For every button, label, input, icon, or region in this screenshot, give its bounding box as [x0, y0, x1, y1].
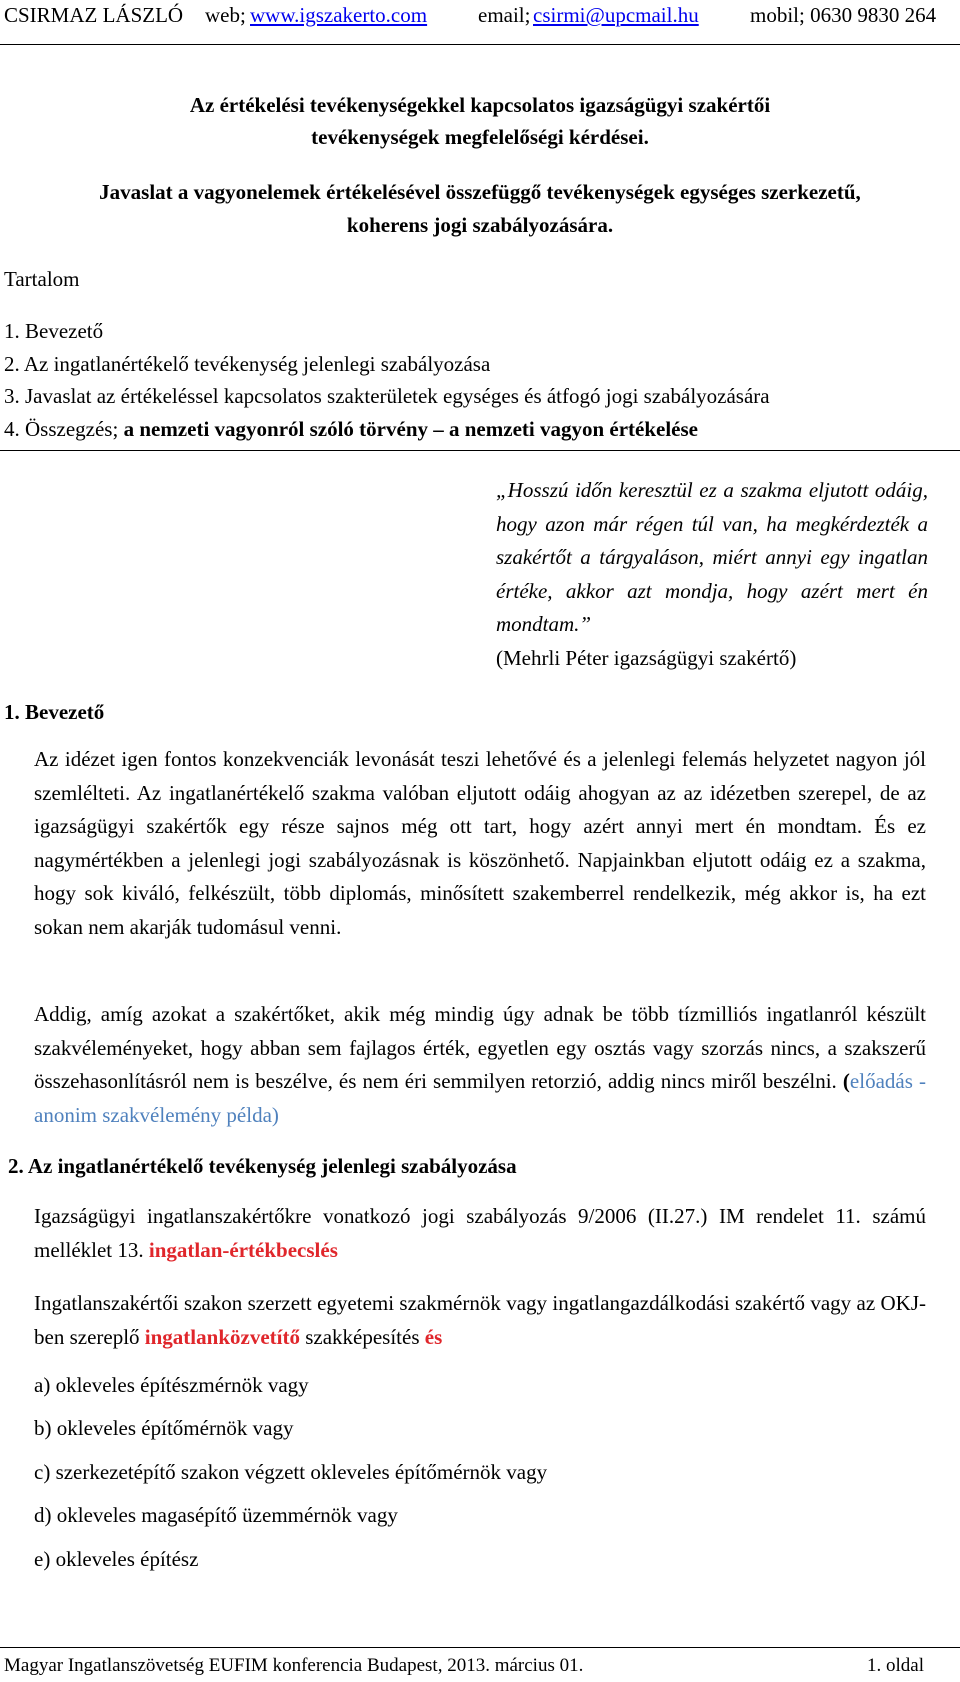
epigraph-quote: [496, 474, 928, 675]
web-label: web;: [205, 3, 246, 27]
qualification-text-mid: szakképesítés: [299, 1324, 425, 1349]
quote-attribution: (Mehrli Péter igazságügyi szakértő): [496, 645, 797, 670]
list-item-c: c) szerkezetépítő szakon végzett okleveles építőmérnök vagy: [34, 1460, 548, 1484]
highlight-and: és: [424, 1324, 443, 1349]
section-1-paragraph-1: Az idézet igen fontos konzekvenciák levonását teszi lehetővé és a jelenlegi felemás helyzetet nagyon jól szemlélteti. Az ingatlanértékelő szakma valóban eljutott odáig ahogyan az az idézetben szerepel, de az igazságügyi szakértők egy része sajnos még ott tart, hogy azért annyi mert én mondtam. És ez nagymértékben a jelenlegi jogi szabályozásnak is köszönhető. Napjainkban eljutott odáig ez a szakma, hogy sok kiváló, felkészült, több diplomás, minősített szakemberrel rendelkezik, még akkor is, ha ezt sokan nem akarják tudomásul venni.: [34, 747, 926, 939]
qualification-text: Ingatlanszakértői szakon szerzett egyetemi szakmérnök vagy ingatlangazdálkodási szakértő vagy az OKJ-ben szereplő: [34, 1291, 926, 1349]
list-item-d: d) okleveles magasépítő üzemmérnök vagy: [34, 1503, 398, 1527]
toc-item-2[interactable]: 2. Az ingatlanértékelő tevékenység jelenlegi szabályozása: [4, 352, 491, 376]
toc-item-3[interactable]: 3. Javaslat az értékeléssel kapcsolatos szakterületek egységes és átfogó jogi szabályozására: [4, 384, 770, 408]
email-link[interactable]: csirmi@upcmail.hu: [533, 3, 699, 27]
subtitle-line-2: koherens jogi szabályozására.: [346, 213, 614, 237]
paragraph-2-text: Addig, amíg azokat a szakértőket, akik még mindig úgy adnak be több tízmilliós ingatlanról készült szakvéleményeket, hogy abban sem fajlagos érték, egyetlen egy osztás vagy szorzás nincs, a szakszerű összehasonlításról nem is beszélve, és nem éri semmilyen retorzió, addig nincs miről beszélni.: [34, 1002, 926, 1093]
quote-text: „Hosszú időn keresztül ez a szakma eljutott odáig, hogy azon már régen túl van, ha megkérdezték a szakértőt a tárgyaláson, miért annyi egy ingatlan értéke, akkor azt mondja, hogy azért mert én mondtam.”: [496, 478, 928, 636]
footer-conference: Magyar Ingatlanszövetség EUFIM konferencia Budapest, 2013. március 01.: [4, 1655, 584, 1676]
page-number: 1. oldal: [867, 1655, 924, 1676]
header-divider: [0, 44, 960, 45]
toc-item-1[interactable]: 1. Bevezető: [4, 319, 104, 343]
section-1-heading: 1. Bevezető: [4, 700, 105, 724]
section-2-heading: 2. Az ingatlanértékelő tevékenység jelenlegi szabályozása: [8, 1154, 517, 1178]
presentation-example-note: előadás - anonim szakvélemény példa): [34, 1069, 926, 1127]
section-2-paragraph-1: [34, 1200, 926, 1267]
highlight-real-estate-agent: ingatlanközvetítő: [144, 1324, 300, 1349]
list-item-a: a) okleveles építészmérnök vagy: [34, 1373, 309, 1397]
toc-item-4[interactable]: [4, 414, 698, 444]
website-link[interactable]: www.igszakerto.com: [250, 3, 428, 27]
note-open-paren: (: [842, 1069, 850, 1093]
email-label: email;: [478, 3, 531, 27]
page-footer: [4, 1652, 924, 1680]
list-item-b: b) okleveles építőmérnök vagy: [34, 1416, 294, 1440]
section-2-paragraph-2: [34, 1287, 926, 1354]
author-name: CSIRMAZ LÁSZLÓ: [4, 3, 184, 27]
mobile-number: mobil; 0630 9830 264: [750, 3, 937, 27]
toc-heading: Tartalom: [4, 267, 80, 291]
toc-divider: [0, 450, 960, 451]
section-1-paragraph-2: [34, 998, 926, 1132]
subtitle-line-1: Javaslat a vagyonelemek értékelésével összefüggő tevékenységek egységes szerkezetű,: [99, 180, 861, 204]
highlight-property-valuation: ingatlan-értékbecslés: [148, 1237, 338, 1262]
list-item-e: e) okleveles építész: [34, 1547, 199, 1571]
page-header: [0, 0, 960, 40]
footer-divider: [0, 1647, 960, 1648]
regulation-text: Igazságügyi ingatlanszakértőkre vonatkozó jogi szabályozás 9/2006 (II.27.) IM rendelet 11. számú melléklet 13.: [34, 1204, 926, 1262]
title-line-1: Az értékelési tevékenységekkel kapcsolatos igazságügyi szakértői: [189, 93, 771, 117]
toc-item-4-label: 4. Összegzés;: [4, 417, 124, 441]
title-line-2: tevékenységek megfelelőségi kérdései.: [311, 125, 649, 149]
toc-item-4-bold: a nemzeti vagyonról szóló törvény – a nemzeti vagyon értékelése: [123, 417, 698, 441]
